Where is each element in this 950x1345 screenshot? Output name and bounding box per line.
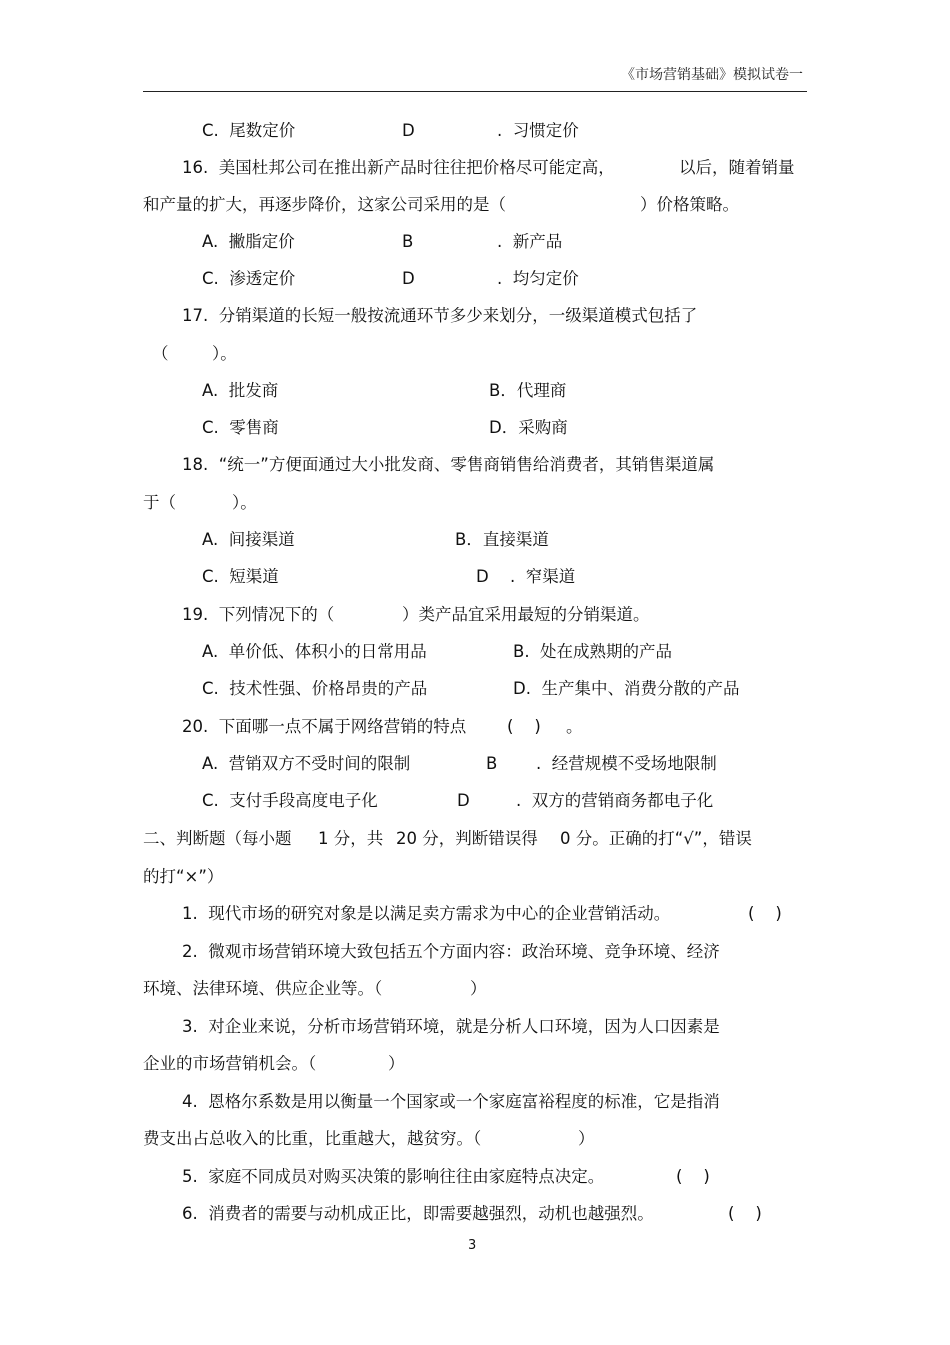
- text-line-segment: 0 分。正确的打“√”，错误: [560, 829, 752, 848]
- text-line-segment: . 经营规模不受场地限制: [536, 754, 717, 773]
- text-line-segment: 16. 美国杜邦公司在推出新产品时往往把价格尽可能定高，: [182, 158, 615, 177]
- text-line-segment: C. 技术性强、价格昂贵的产品: [202, 679, 428, 698]
- text-line-segment: C. 零售商: [202, 418, 279, 437]
- text-line-segment: . 新产品: [497, 232, 563, 251]
- text-line-segment: 20 分，判断错误得: [396, 829, 538, 848]
- text-line-segment: 于（: [143, 493, 176, 512]
- text-line-segment: D. 生产集中、消费分散的产品: [513, 679, 740, 698]
- page-number: 3: [468, 1238, 477, 1253]
- text-line-segment: 以后，随着销量: [679, 158, 795, 177]
- text-line-segment: C. 渗透定价: [202, 269, 296, 288]
- text-line-segment: A. 撇脂定价: [202, 232, 295, 251]
- text-line-segment: A. 单价低、体积小的日常用品: [202, 642, 427, 661]
- text-line-segment: ）。: [212, 344, 237, 363]
- text-line-segment: 二、判断题（每小题: [143, 829, 292, 848]
- text-line-segment: ( ): [748, 904, 782, 923]
- text-line-segment: 18. “统一”方便面通过大小批发商、零售商销售给消费者，其销售渠道属: [182, 455, 715, 474]
- text-line-segment: 4. 恩格尔系数是用以衡量一个国家或一个家庭富裕程度的标准，它是指消: [182, 1092, 720, 1111]
- text-line-segment: 5. 家庭不同成员对购买决策的影响往往由家庭特点决定。: [182, 1167, 605, 1186]
- text-line-segment: B．直接渠道: [455, 530, 549, 549]
- text-line-segment: B．代理商: [489, 381, 567, 400]
- text-line-segment: A. 营销双方不受时间的限制: [202, 754, 411, 773]
- text-line-segment: 6. 消费者的需要与动机成正比，即需要越强烈，动机也越强烈。: [182, 1204, 654, 1223]
- text-line-segment: ( ): [507, 717, 541, 736]
- text-line-segment: . 习惯定价: [497, 121, 579, 140]
- text-line-segment: . 窄渠道: [510, 567, 576, 586]
- text-line-segment: 17. 分销渠道的长短一般按流通环节多少来划分，一级渠道模式包括了: [182, 306, 698, 325]
- text-line-segment: 19. 下列情况下的（: [182, 605, 335, 624]
- text-line-segment: （: [152, 344, 169, 363]
- text-line-segment: ）: [578, 1129, 595, 1148]
- text-line-segment: . 均匀定价: [497, 269, 579, 288]
- text-line-segment: C. 短渠道: [202, 567, 279, 586]
- text-line-segment: B: [486, 754, 498, 773]
- text-line-segment: 1 分，共: [318, 829, 384, 848]
- text-line-segment: . 双方的营销商务都电子化: [516, 791, 714, 810]
- text-line-segment: ）: [388, 1054, 405, 1073]
- header-rule: [143, 91, 807, 92]
- text-line-segment: 1. 现代市场的研究对象是以满足卖方需求为中心的企业营销活动。: [182, 904, 671, 923]
- text-line-segment: 的打“×”）: [143, 867, 224, 886]
- text-line-segment: ( ): [728, 1204, 762, 1223]
- text-line-segment: 20. 下面哪一点不属于网络营销的特点: [182, 717, 467, 736]
- text-line-segment: D．采购商: [489, 418, 568, 437]
- text-line-segment: D: [476, 567, 489, 586]
- text-line-segment: C. 尾数定价: [202, 121, 296, 140]
- text-line-segment: ( ): [676, 1167, 710, 1186]
- text-line-segment: A. 间接渠道: [202, 530, 295, 549]
- text-line-segment: B. 处在成熟期的产品: [513, 642, 673, 661]
- text-line-segment: ）价格策略。: [640, 195, 739, 214]
- text-line-segment: C. 支付手段高度电子化: [202, 791, 378, 810]
- text-line-segment: 和产量的扩大，再逐步降价，这家公司采用的是（: [143, 195, 506, 214]
- text-line-segment: 企业的市场营销机会。（: [143, 1054, 317, 1073]
- text-line-segment: A. 批发商: [202, 381, 279, 400]
- text-line-segment: D: [402, 121, 415, 140]
- text-line-segment: B: [402, 232, 414, 251]
- text-line-segment: 3. 对企业来说，分析市场营销环境，就是分析人口环境，因为人口因素是: [182, 1017, 720, 1036]
- text-line-segment: D: [402, 269, 415, 288]
- text-line-segment: D: [457, 791, 470, 810]
- text-line-segment: 费支出占总收入的比重，比重越大，越贫穷。（: [143, 1129, 482, 1148]
- text-line-segment: 环境、法律环境、供应企业等。（: [143, 979, 383, 998]
- text-line-segment: 2. 微观市场营销环境大致包括五个方面内容：政治环境、竞争环境、经济: [182, 942, 720, 961]
- page-header-title: 《市场营销基础》模拟试卷一: [621, 67, 803, 83]
- text-line-segment: ）: [470, 979, 487, 998]
- text-line-segment: 。: [566, 717, 583, 736]
- text-line-segment: ）。: [232, 493, 257, 512]
- text-line-segment: ）类产品宜采用最短的分销渠道。: [402, 605, 650, 624]
